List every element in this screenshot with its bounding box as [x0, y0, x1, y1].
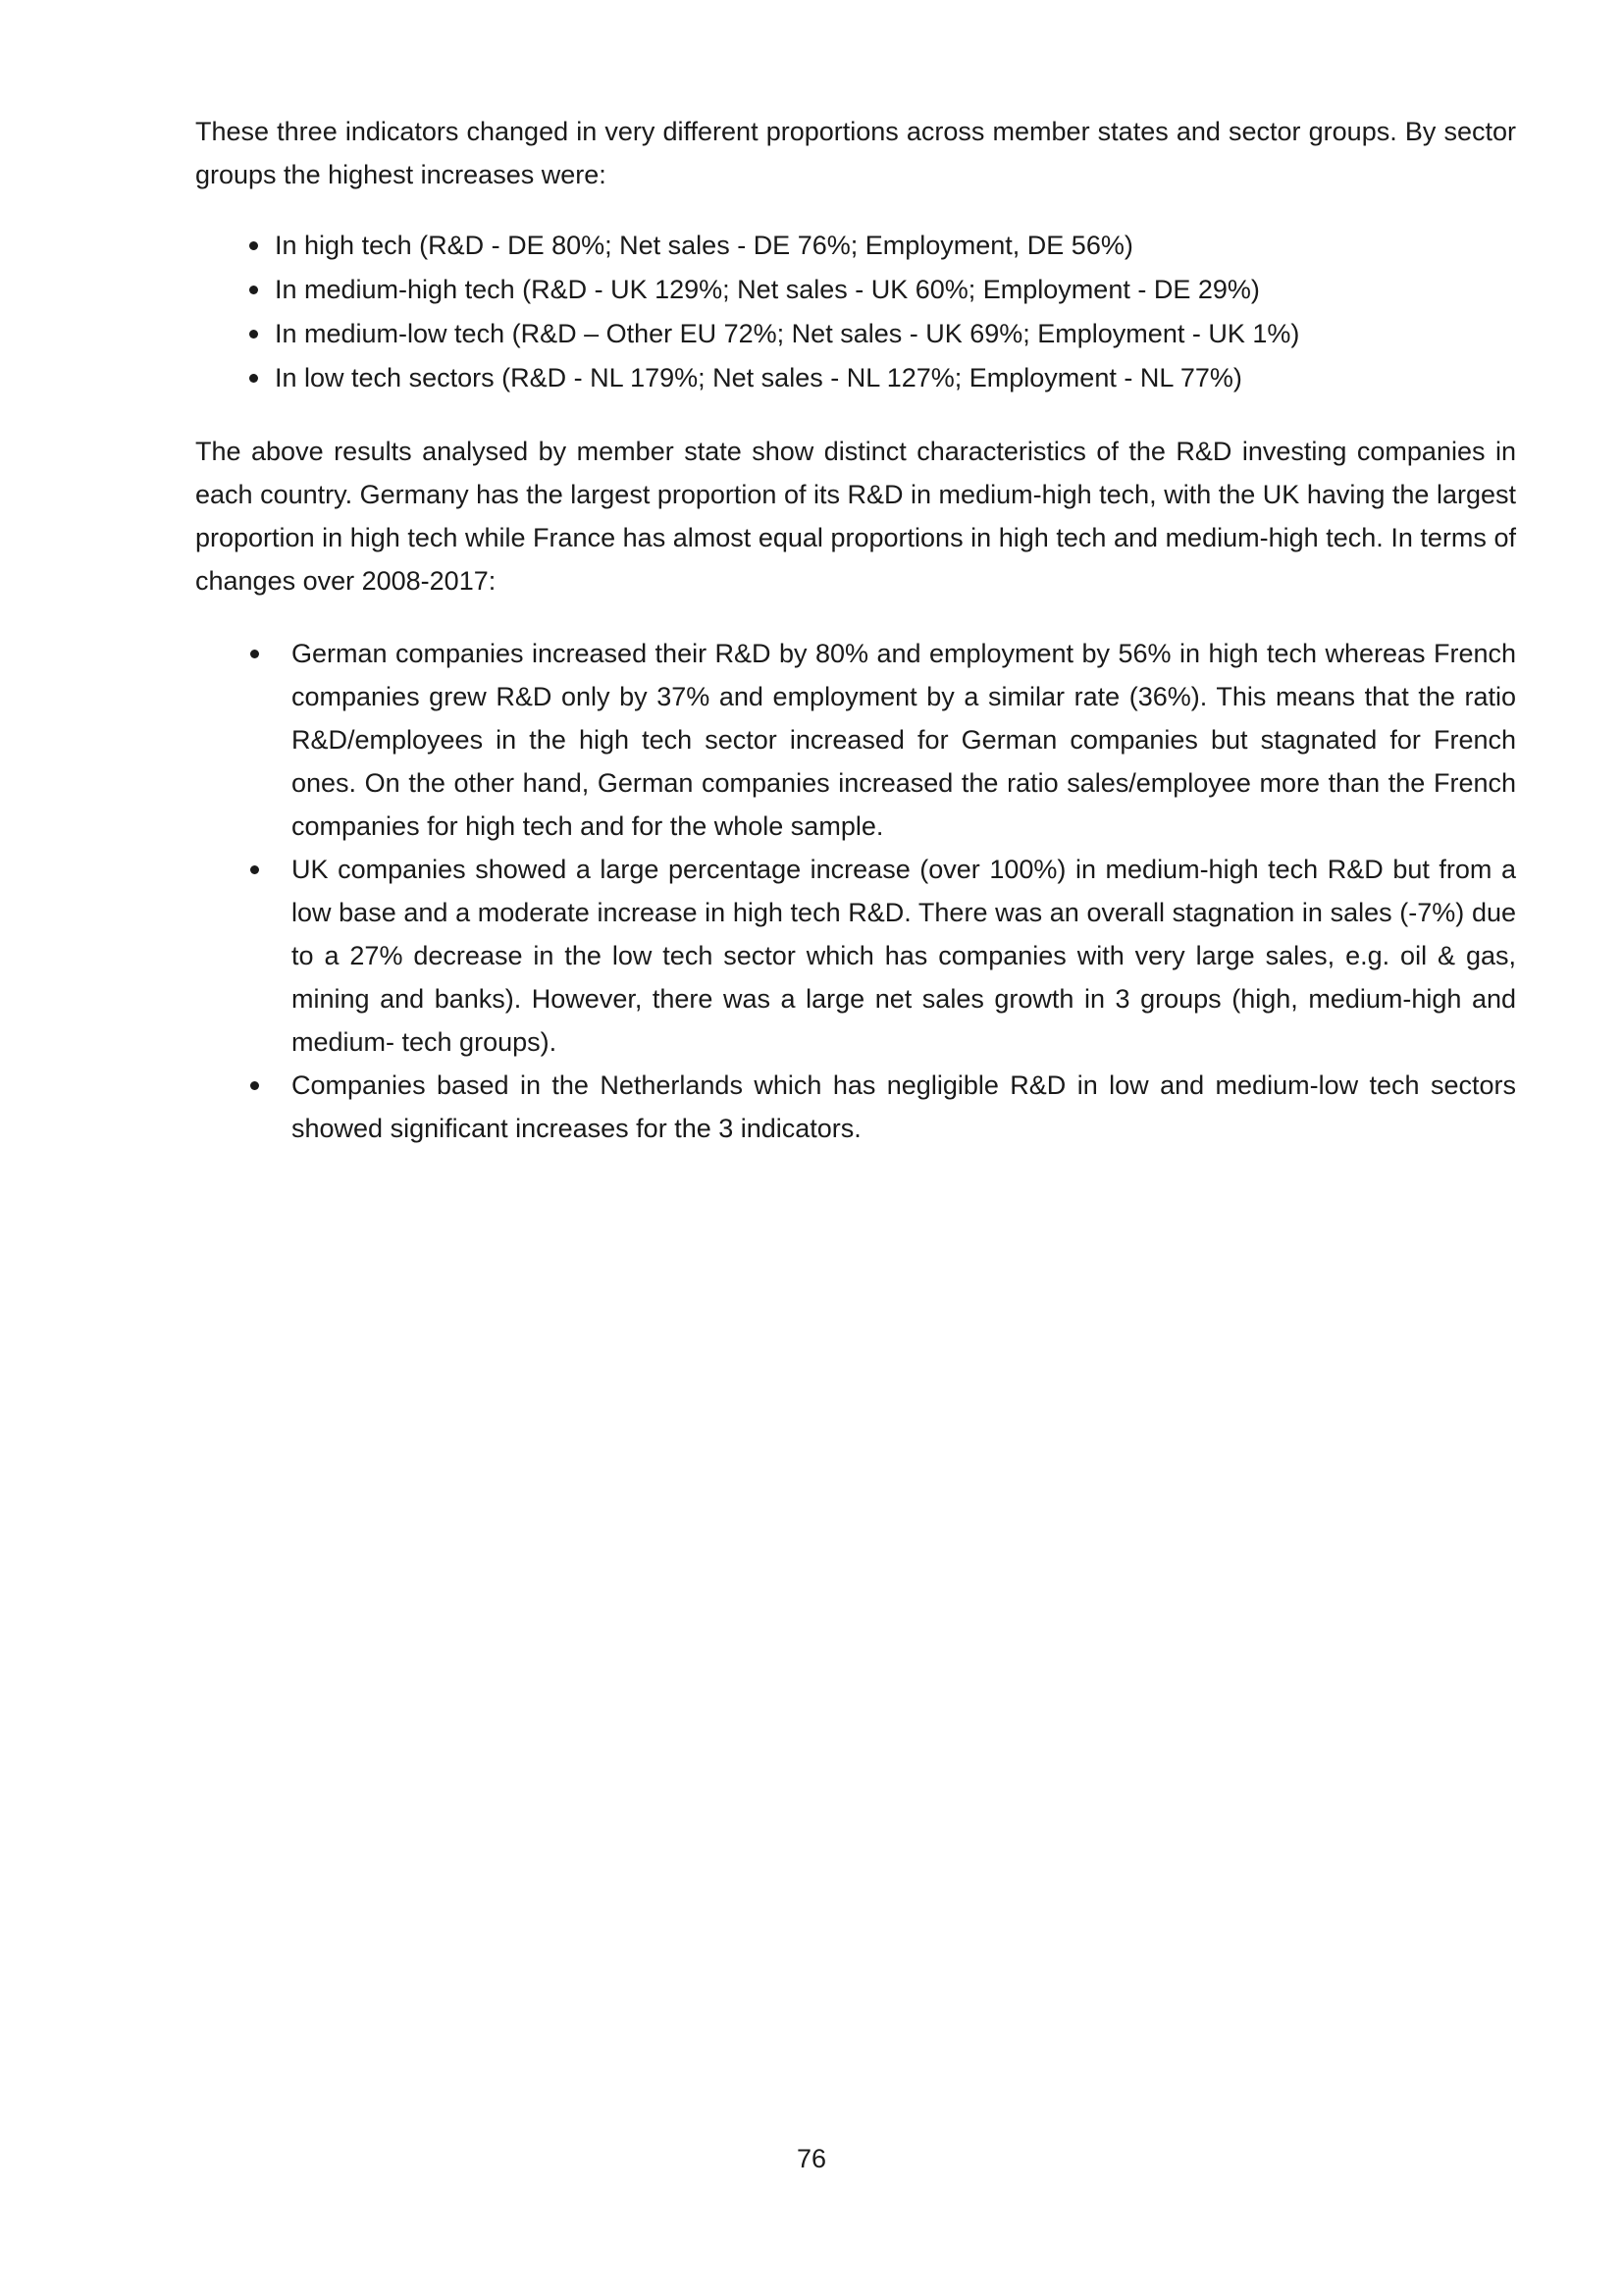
list-item: In medium-low tech (R&D – Other EU 72%; Net sales - UK 69%; Employment - UK 1%) [195, 312, 1516, 356]
sector-increase-list [195, 224, 1516, 400]
list-item: In high tech (R&D - DE 80%; Net sales - DE 76%; Employment, DE 56%) [195, 224, 1516, 268]
list-item: Companies based in the Netherlands which has negligible R&D in low and medium-low tech sectors showed significant increases for the 3 indicators. [195, 1064, 1516, 1150]
country-changes-list [195, 632, 1516, 1150]
page-number: 76 [796, 2144, 827, 2173]
list-item: In low tech sectors (R&D - NL 179%; Net sales - NL 127%; Employment - NL 77%) [195, 356, 1516, 400]
list-item: In medium-high tech (R&D - UK 129%; Net sales - UK 60%; Employment - DE 29%) [195, 268, 1516, 312]
list-item: German companies increased their R&D by 80% and employment by 56% in high tech whereas French companies grew R&D only by 37% and employment by a similar rate (36%). This means that the ratio R&D/employees in the high tech sector increased for German companies but stagnated for French ones. On the other hand, German companies increased the ratio sales/employee more than the French companies for high tech and for the whole sample. [195, 632, 1516, 848]
list-item: UK companies showed a large percentage increase (over 100%) in medium-high tech R&D but from a low base and a moderate increase in high tech R&D. There was an overall stagnation in sales (-7%) due to a 27% decrease in the low tech sector which has companies with very large sales, e.g. oil & gas, mining and banks). However, there was a large net sales growth in 3 groups (high, medium-high and medium- tech groups). [195, 848, 1516, 1064]
analysis-paragraph: The above results analysed by member state show distinct characteristics of the R&D investing companies in each country. Germany has the largest proportion of its R&D in medium-high tech, with the UK having the largest proportion in high tech while France has almost equal proportions in high tech and medium-high tech. In terms of changes over 2008-2017: [195, 437, 1516, 596]
page-content [195, 110, 1516, 1150]
intro-paragraph: These three indicators changed in very different proportions across member states and sector groups. By sector groups the highest increases were: [195, 117, 1516, 189]
